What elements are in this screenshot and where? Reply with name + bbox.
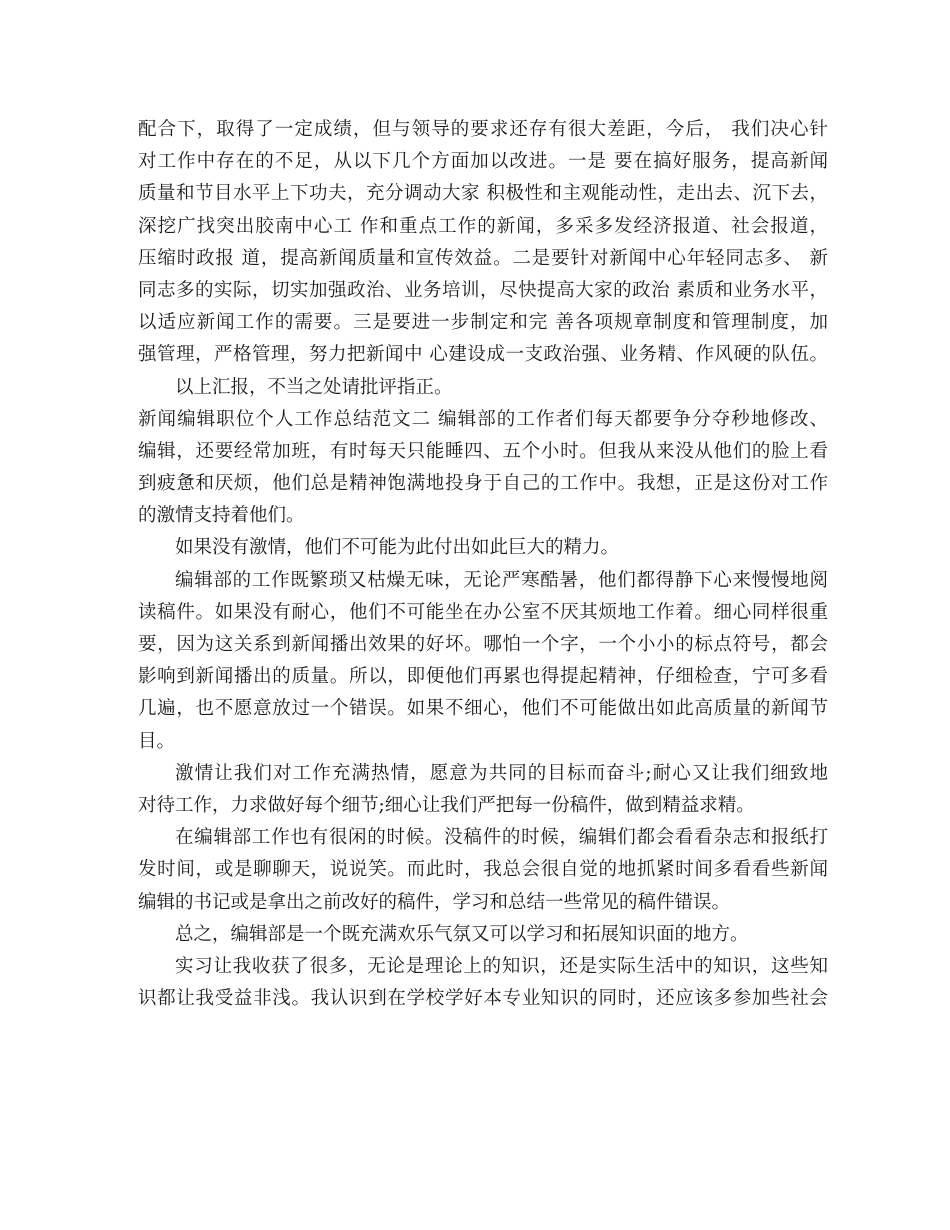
text-line: 以上汇报，不当之处请批评指正。: [175, 376, 453, 398]
text-line: 在编辑部工作也有很闲的时候。没稿件的时候，编辑们都会看看杂志和报纸打: [175, 827, 828, 849]
text-line: 实习让我收获了很多，无论是理论上的知识，还是实际生活中的知识，这些知: [175, 955, 828, 977]
document-body: [138, 114, 828, 1015]
text-line: 编辑，还要经常加班，有时每天只能睡四、五个小时。但我从来没从他们的脸上看: [138, 440, 828, 462]
text-line: 几遍，也不愿意放过一个错误。如果不细心，他们不可能做出如此高质量的新闻节: [138, 698, 828, 720]
text-line: 深挖广找突出胶南中心工 作和重点工作的新闻，多采多发经济报道、社会报道，: [138, 215, 828, 237]
text-line: 如果没有激情，他们不可能为此付出如此巨大的精力。: [175, 537, 620, 559]
text-line: 对工作中存在的不足，从以下几个方面加以改进。一是 要在搞好服务，提高新闻: [138, 151, 828, 173]
text-line: 要，因为这关系到新闻播出效果的好坏。哪怕一个字，一个小小的标点符号，都会: [138, 634, 828, 655]
text-line: 对待工作，力求做好每个细节;细心让我们严把每一份稿件，做到精益求精。: [138, 794, 755, 816]
text-line: 发时间，或是聊聊天，说说笑。而此时，我总会很自觉的地抓紧时间多看看些新闻: [138, 859, 828, 881]
text-line: 强管理，严格管理，努力把新闻中 心建设成一支政治强、业务精、作风硬的队伍。: [138, 344, 828, 366]
text-line: 配合下，取得了一定成绩，但与领导的要求还存有很大差距，今后， 我们决心针: [138, 119, 828, 140]
text-line: 质量和节目水平上下功夫，充分调动大家 积极性和主观能动性，走出去、沉下去，: [138, 183, 828, 205]
text-line: 同志多的实际，切实加强政治、业务培训，尽快提高大家的政治 素质和业务水平，: [138, 279, 828, 301]
text-line: 的激情支持着他们。: [138, 505, 305, 527]
text-line: 压缩时政报 道，提高新闻质量和宣传效益。二是要针对新闻中心年轻同志多、 新: [138, 247, 828, 269]
text-line: 新闻编辑职位个人工作总结范文二 编辑部的工作者们每天都要争分夺秒地修改、: [138, 408, 828, 430]
text-line: 目。: [138, 730, 176, 752]
text-line: 编辑部的工作既繁琐又枯燥无味，无论严寒酷暑，他们都得静下心来慢慢地阅: [175, 569, 828, 591]
text-line: 读稿件。如果没有耐心，他们不可能坐在办公室不厌其烦地工作着。细心同样很重: [138, 601, 828, 623]
text-line: 总之，编辑部是一个既充满欢乐气氛又可以学习和拓展知识面的地方。: [175, 923, 749, 945]
text-line: 以适应新闻工作的需要。三是要进一步制定和完 善各项规章制度和管理制度，加: [138, 312, 828, 334]
text-line: 影响到新闻播出的质量。所以，即便他们再累也得提起精神，仔细检查，宁可多看: [138, 666, 828, 688]
text-line: 到疲惫和厌烦，他们总是精神饱满地投身于自己的工作中。我想，正是这份对工作: [138, 473, 828, 495]
text-line: 识都让我受益非浅。我认识到在学校学好本专业知识的同时，还应该多参加些社会: [138, 988, 828, 1010]
text-line: 激情让我们对工作充满热情，愿意为共同的目标而奋斗;耐心又让我们细致地: [175, 762, 828, 784]
text-line: 编辑的书记或是拿出之前改好的稿件，学习和总结一些常见的稿件错误。: [138, 891, 731, 913]
